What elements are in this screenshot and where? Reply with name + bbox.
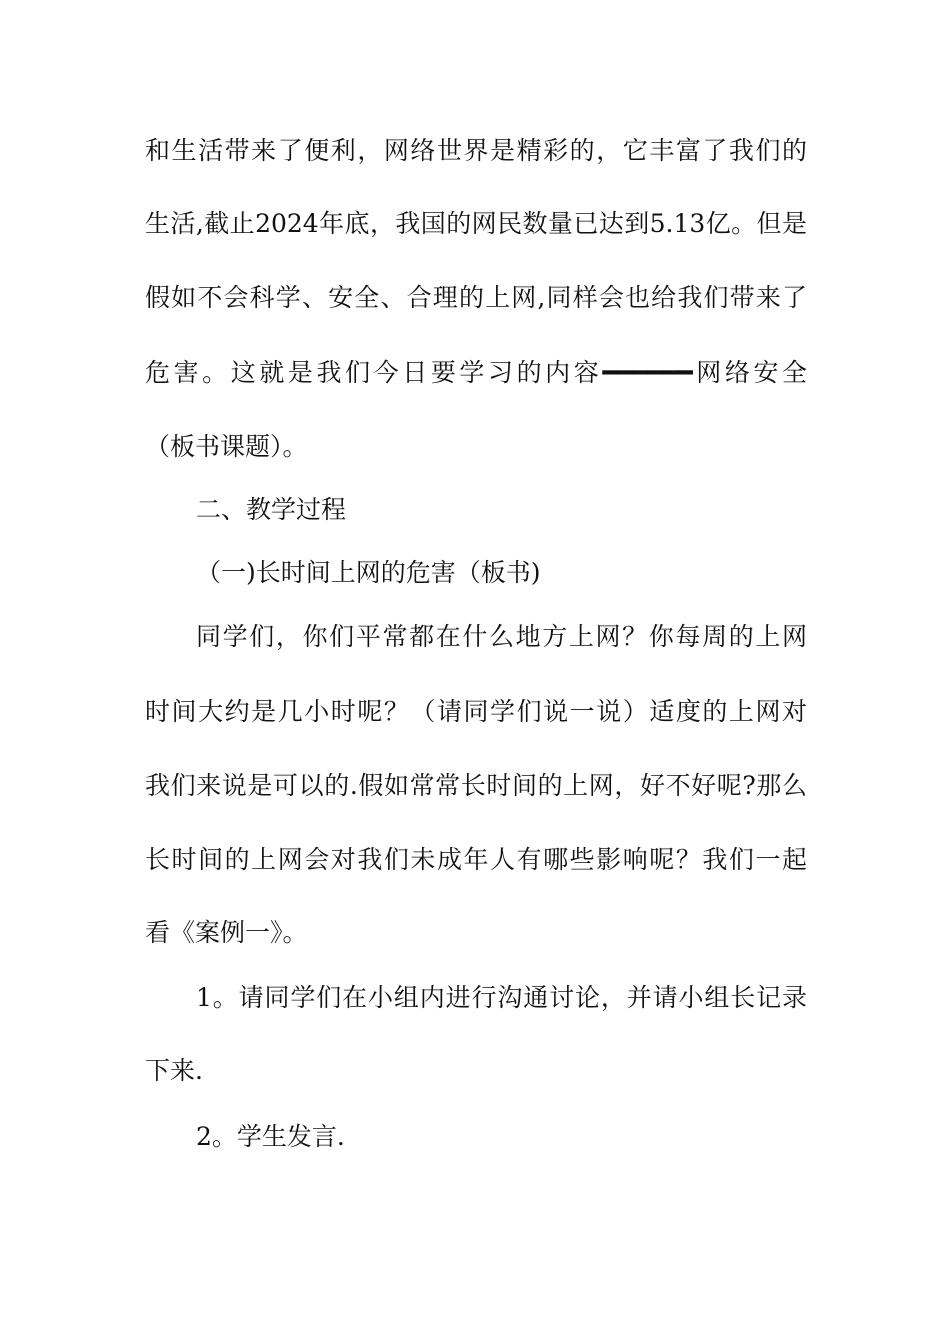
paragraph-line-8: 同学们，你们平常都在什么地方上网？你每周的上网 [196,622,807,651]
paragraph-line-4: 危害。这就是我们今日要学习的内容━━━━━━网络安全 [145,358,807,387]
paragraph-line-2: 生活,截止2024年底，我国的网民数量已达到5.13亿。但是 [145,209,807,238]
paragraph-line-12: 看《案例一》。 [145,918,308,947]
list-item-1-line-1: 1。请同学们在小组内进行沟通讨论，并请小组长记录 [196,983,807,1012]
paragraph-line-11: 长时间的上网会对我们未成年人有哪些影响呢？我们一起 [145,845,807,874]
paragraph-line-5: （板书课题）。 [145,432,308,461]
section-heading: 二、教学过程 [196,495,347,524]
list-item-2: 2。学生发言. [196,1122,345,1151]
paragraph-line-1: 和生活带来了便利，网络世界是精彩的，它丰富了我们的 [145,136,807,165]
paragraph-line-3: 假如不会科学、安全、合理的上网,同样会也给我们带来了 [145,283,807,312]
paragraph-line-10: 我们来说是可以的.假如常常长时间的上网，好不好呢?那么 [145,771,807,800]
list-item-1-line-2: 下来. [145,1056,203,1085]
subsection-heading: （一)长时间上网的危害（板书) [196,558,541,587]
paragraph-line-9: 时间大约是几小时呢？（请同学们说一说）适度的上网对 [145,697,807,726]
